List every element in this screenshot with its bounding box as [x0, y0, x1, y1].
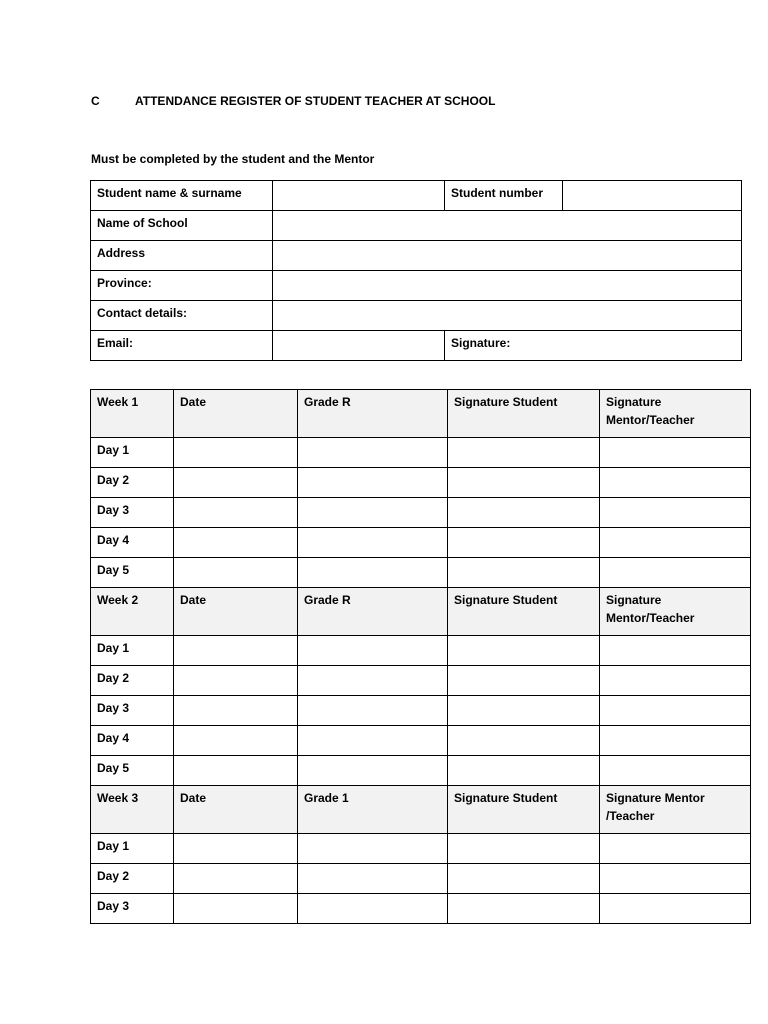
- student-name-label: Student name & surname: [91, 181, 273, 211]
- day-row: [91, 666, 751, 696]
- day-row: [91, 696, 751, 726]
- grade-cell[interactable]: [298, 834, 448, 864]
- signature-mentor-cell[interactable]: [600, 498, 751, 528]
- contact-label: Contact details:: [91, 301, 273, 331]
- signature-mentor-cell[interactable]: [600, 558, 751, 588]
- section-heading: [91, 94, 495, 108]
- day-label: Day 4: [91, 726, 174, 756]
- date-cell[interactable]: [174, 636, 298, 666]
- day-row: [91, 468, 751, 498]
- date-cell[interactable]: [174, 498, 298, 528]
- day-label: Day 2: [91, 468, 174, 498]
- week-label: Week 2: [91, 588, 174, 636]
- province-field[interactable]: [273, 271, 742, 301]
- day-row: [91, 726, 751, 756]
- address-label: Address: [91, 241, 273, 271]
- signature-student-cell[interactable]: [448, 438, 600, 468]
- signature-mentor-cell[interactable]: [600, 666, 751, 696]
- date-header: Date: [174, 390, 298, 438]
- day-row: [91, 558, 751, 588]
- grade-cell[interactable]: [298, 528, 448, 558]
- week-label: Week 3: [91, 786, 174, 834]
- signature-mentor-header: Signature Mentor/Teacher: [600, 390, 751, 438]
- day-row: [91, 636, 751, 666]
- day-row: [91, 528, 751, 558]
- signature-mentor-header: Signature Mentor/Teacher: [600, 588, 751, 636]
- day-row: [91, 864, 751, 894]
- day-row: [91, 438, 751, 468]
- day-row: [91, 498, 751, 528]
- province-label: Province:: [91, 271, 273, 301]
- signature-mentor-cell[interactable]: [600, 756, 751, 786]
- grade-cell[interactable]: [298, 864, 448, 894]
- day-row: [91, 894, 751, 924]
- signature-mentor-cell[interactable]: [600, 726, 751, 756]
- signature-mentor-cell[interactable]: [600, 468, 751, 498]
- date-header: Date: [174, 786, 298, 834]
- grade-header: Grade R: [298, 588, 448, 636]
- page-title: ATTENDANCE REGISTER OF STUDENT TEACHER AT SCHOOL: [135, 94, 496, 108]
- grade-cell[interactable]: [298, 894, 448, 924]
- day-label: Day 5: [91, 558, 174, 588]
- email-label: Email:: [91, 331, 273, 361]
- signature-student-header: Signature Student: [448, 588, 600, 636]
- date-cell[interactable]: [174, 726, 298, 756]
- week-header-row: [91, 786, 751, 834]
- day-label: Day 1: [91, 438, 174, 468]
- signature-mentor-cell[interactable]: [600, 438, 751, 468]
- signature-mentor-cell[interactable]: [600, 636, 751, 666]
- signature-student-cell[interactable]: [448, 468, 600, 498]
- date-cell[interactable]: [174, 438, 298, 468]
- signature-student-header: Signature Student: [448, 390, 600, 438]
- week-label: Week 1: [91, 390, 174, 438]
- signature-mentor-cell[interactable]: [600, 864, 751, 894]
- date-cell[interactable]: [174, 756, 298, 786]
- email-field[interactable]: [273, 331, 445, 361]
- week-header-row: [91, 588, 751, 636]
- grade-header: Grade R: [298, 390, 448, 438]
- signature-student-cell[interactable]: [448, 726, 600, 756]
- grade-cell[interactable]: [298, 666, 448, 696]
- day-row: [91, 756, 751, 786]
- student-name-field[interactable]: [273, 181, 445, 211]
- school-field[interactable]: [273, 211, 742, 241]
- grade-cell[interactable]: [298, 558, 448, 588]
- day-label: Day 1: [91, 834, 174, 864]
- signature-mentor-cell[interactable]: [600, 834, 751, 864]
- grade-cell[interactable]: [298, 726, 448, 756]
- date-header: Date: [174, 588, 298, 636]
- date-cell[interactable]: [174, 894, 298, 924]
- date-cell[interactable]: [174, 666, 298, 696]
- signature-student-cell[interactable]: [448, 834, 600, 864]
- student-info-table: [90, 180, 742, 361]
- date-cell[interactable]: [174, 558, 298, 588]
- day-label: Day 4: [91, 528, 174, 558]
- grade-cell[interactable]: [298, 468, 448, 498]
- grade-header: Grade 1: [298, 786, 448, 834]
- signature-student-cell[interactable]: [448, 636, 600, 666]
- signature-mentor-cell[interactable]: [600, 894, 751, 924]
- signature-student-cell[interactable]: [448, 756, 600, 786]
- signature-mentor-cell[interactable]: [600, 528, 751, 558]
- day-label: Day 1: [91, 636, 174, 666]
- signature-label[interactable]: Signature:: [445, 331, 742, 361]
- week-header-row: [91, 390, 751, 438]
- signature-mentor-cell[interactable]: [600, 696, 751, 726]
- date-cell[interactable]: [174, 834, 298, 864]
- day-label: Day 3: [91, 498, 174, 528]
- day-label: Day 5: [91, 756, 174, 786]
- student-number-label: Student number: [445, 181, 563, 211]
- date-cell[interactable]: [174, 528, 298, 558]
- grade-cell[interactable]: [298, 636, 448, 666]
- contact-field[interactable]: [273, 301, 742, 331]
- signature-student-cell[interactable]: [448, 894, 600, 924]
- signature-student-cell[interactable]: [448, 558, 600, 588]
- school-label: Name of School: [91, 211, 273, 241]
- signature-student-cell[interactable]: [448, 696, 600, 726]
- student-number-field[interactable]: [563, 181, 742, 211]
- day-label: Day 2: [91, 666, 174, 696]
- signature-student-header: Signature Student: [448, 786, 600, 834]
- address-field[interactable]: [273, 241, 742, 271]
- day-row: [91, 834, 751, 864]
- instructions: Must be completed by the student and the Mentor: [91, 152, 375, 166]
- section-letter: C: [91, 94, 100, 108]
- grade-cell[interactable]: [298, 498, 448, 528]
- day-label: Day 3: [91, 696, 174, 726]
- date-cell[interactable]: [174, 696, 298, 726]
- signature-student-cell[interactable]: [448, 498, 600, 528]
- attendance-register-table: [90, 389, 751, 924]
- grade-cell[interactable]: [298, 438, 448, 468]
- signature-student-cell[interactable]: [448, 666, 600, 696]
- day-label: Day 2: [91, 864, 174, 894]
- signature-mentor-header: Signature Mentor /Teacher: [600, 786, 751, 834]
- day-label: Day 3: [91, 894, 174, 924]
- date-cell[interactable]: [174, 864, 298, 894]
- grade-cell[interactable]: [298, 756, 448, 786]
- date-cell[interactable]: [174, 468, 298, 498]
- grade-cell[interactable]: [298, 696, 448, 726]
- signature-student-cell[interactable]: [448, 528, 600, 558]
- signature-student-cell[interactable]: [448, 864, 600, 894]
